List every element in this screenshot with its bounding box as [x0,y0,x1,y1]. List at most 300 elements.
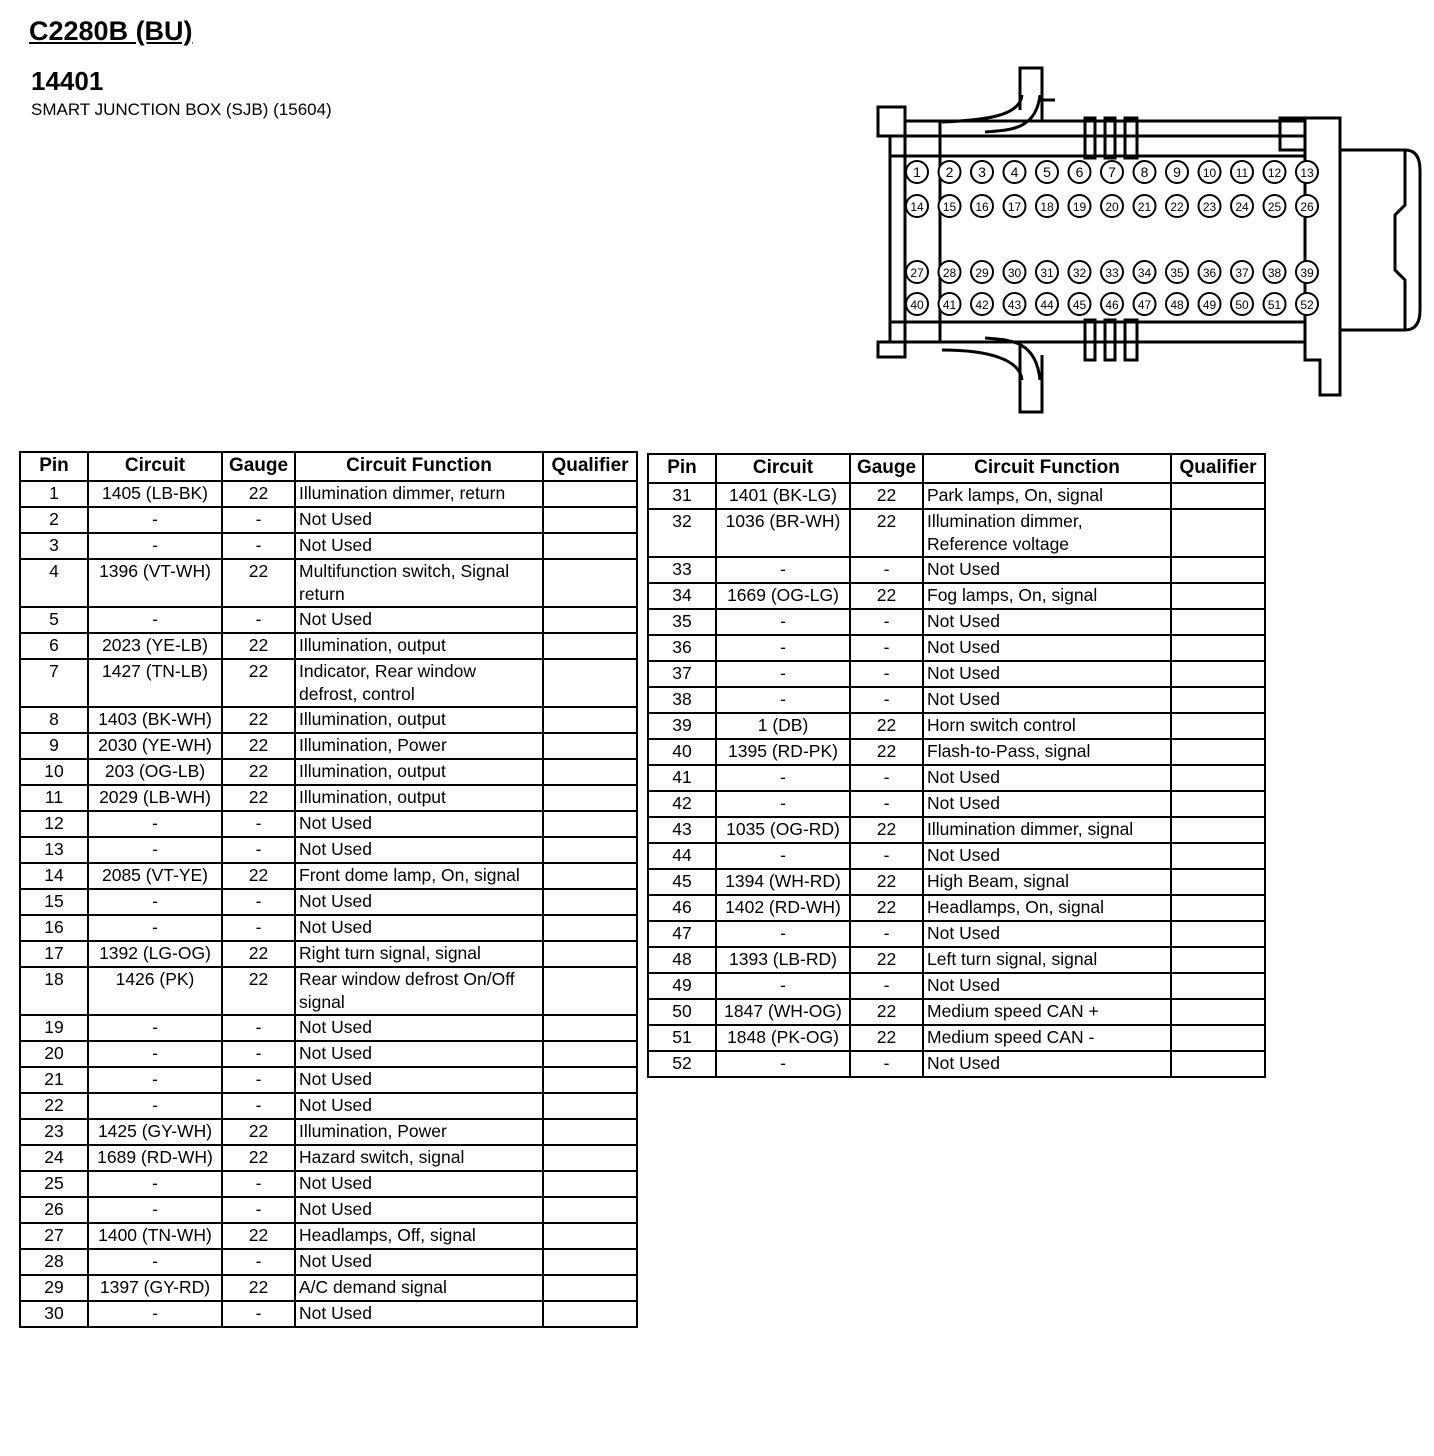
qualifier-cell [543,633,637,659]
pin-cell: 16 [20,915,88,941]
qualifier-cell [543,507,637,533]
gauge-cell: 22 [222,1145,295,1171]
qualifier-cell [543,941,637,967]
circuit-function-cell: Park lamps, On, signal [923,483,1171,509]
circuit-function-cell: Not Used [295,533,543,559]
circuit-cell: - [716,973,850,999]
pin-number-label: 15 [942,200,957,214]
qualifier-cell [543,707,637,733]
table-row [648,483,1265,509]
qualifier-cell [1171,483,1265,509]
header-circuit: Circuit [716,454,850,483]
gauge-cell: - [222,507,295,533]
gauge-cell: - [222,607,295,633]
pin-number-label: 37 [1235,266,1249,280]
table-row [648,869,1265,895]
circuit-cell: - [716,557,850,583]
gauge-cell: 22 [850,999,923,1025]
table-row [648,557,1265,583]
qualifier-cell [543,559,637,607]
gauge-cell: 22 [850,1025,923,1051]
circuit-cell: - [716,921,850,947]
circuit-cell: - [716,765,850,791]
circuit-cell: 1669 (OG-LG) [716,583,850,609]
component-name: SMART JUNCTION BOX (SJB) (15604) [31,100,332,119]
circuit-cell: - [88,1197,222,1223]
circuit-function-cell: Fog lamps, On, signal [923,583,1171,609]
circuit-cell: 2029 (LB-WH) [88,785,222,811]
circuit-cell: 1847 (WH-OG) [716,999,850,1025]
table-row [20,1041,637,1067]
pin-cell: 1 [20,481,88,507]
qualifier-cell [1171,895,1265,921]
pin-cell: 49 [648,973,716,999]
qualifier-cell [1171,739,1265,765]
gauge-cell: - [850,687,923,713]
pin-number-label: 30 [1007,266,1022,280]
qualifier-cell [543,1223,637,1249]
gauge-cell: - [222,811,295,837]
pin-number-label: 47 [1137,298,1152,312]
pin-cell: 21 [20,1067,88,1093]
pin-cell: 15 [20,889,88,915]
qualifier-cell [543,659,637,707]
circuit-cell: - [88,1249,222,1275]
qualifier-cell [1171,973,1265,999]
pin-cell: 27 [20,1223,88,1249]
header-pin: Pin [648,454,716,483]
circuit-cell: 2030 (YE-WH) [88,733,222,759]
gauge-cell: - [850,843,923,869]
circuit-function-cell: Illumination dimmer, signal [923,817,1171,843]
table-row [648,687,1265,713]
pin-number-label: 50 [1235,298,1249,312]
header-circuit-function: Circuit Function [923,454,1171,483]
qualifier-cell [543,1119,637,1145]
gauge-cell: - [222,1015,295,1041]
table-row [648,1051,1265,1077]
circuit-function-cell: Not Used [923,765,1171,791]
pin-number-label: 22 [1170,200,1184,214]
pin-number-label: 36 [1202,266,1217,280]
gauge-cell: 22 [850,869,923,895]
pin-number-label: 26 [1300,200,1314,214]
table-row [20,1093,637,1119]
pin-cell: 25 [20,1171,88,1197]
header-circuit-function: Circuit Function [295,452,543,481]
pin-cell: 50 [648,999,716,1025]
circuit-function-cell: Not Used [923,661,1171,687]
circuit-cell: - [88,1015,222,1041]
pin-cell: 51 [648,1025,716,1051]
gauge-cell: - [850,557,923,583]
pin-cell: 43 [648,817,716,843]
circuit-function-cell: Medium speed CAN + [923,999,1171,1025]
gauge-cell: - [850,765,923,791]
table-row [20,507,637,533]
pin-number-label: 43 [1007,298,1022,312]
pin-number-label: 29 [975,266,989,280]
table-row [20,559,637,607]
gauge-cell: 22 [850,895,923,921]
qualifier-cell [543,1093,637,1119]
table-row [648,1025,1265,1051]
qualifier-cell [1171,635,1265,661]
pin-cell: 33 [648,557,716,583]
table-row [20,633,637,659]
gauge-cell: - [222,1171,295,1197]
qualifier-cell [1171,583,1265,609]
pin-number-label: 21 [1137,200,1152,214]
header-gauge: Gauge [850,454,923,483]
pin-number-label: 2 [945,164,954,180]
pin-cell: 24 [20,1145,88,1171]
table-row [648,713,1265,739]
circuit-function-cell: A/C demand signal [295,1275,543,1301]
qualifier-cell [1171,869,1265,895]
circuit-cell: - [88,1067,222,1093]
table-row [648,973,1265,999]
circuit-cell: 1426 (PK) [88,967,222,1015]
pin-cell: 37 [648,661,716,687]
circuit-cell: 1393 (LB-RD) [716,947,850,973]
qualifier-cell [1171,817,1265,843]
circuit-function-cell: Illumination, Power [295,1119,543,1145]
table-row [648,895,1265,921]
circuit-function-cell: Not Used [923,609,1171,635]
pin-cell: 9 [20,733,88,759]
pin-table-left [19,451,638,1328]
gauge-cell: 22 [222,559,295,607]
circuit-function-cell: Not Used [295,1197,543,1223]
table-row [20,659,637,707]
pin-cell: 22 [20,1093,88,1119]
pin-cell: 14 [20,863,88,889]
pin-number-label: 14 [910,200,924,214]
pin-cell: 52 [648,1051,716,1077]
table-row [20,1301,637,1327]
table-row [20,1145,637,1171]
circuit-function-cell: Not Used [295,915,543,941]
qualifier-cell [1171,999,1265,1025]
pin-cell: 11 [20,785,88,811]
connector-id: C2280B (BU) [29,16,193,46]
pin-number-label: 40 [910,298,924,312]
table-row [648,947,1265,973]
header-gauge: Gauge [222,452,295,481]
table-header-row [648,454,1265,483]
qualifier-cell [1171,509,1265,557]
circuit-function-cell: Not Used [923,635,1171,661]
qualifier-cell [543,1301,637,1327]
circuit-function-cell: Not Used [295,1093,543,1119]
qualifier-cell [543,533,637,559]
part-number: 14401 [31,66,104,96]
qualifier-cell [543,1041,637,1067]
circuit-cell: - [88,915,222,941]
table-row [20,837,637,863]
circuit-function-cell: Not Used [295,1067,543,1093]
pin-number-label: 49 [1202,298,1217,312]
qualifier-cell [543,733,637,759]
pin-number-label: 5 [1043,164,1051,180]
circuit-function-cell: Illumination, output [295,707,543,733]
qualifier-cell [1171,921,1265,947]
pin-number-label: 31 [1040,266,1054,280]
qualifier-cell [1171,843,1265,869]
pin-number-label: 8 [1140,164,1149,180]
pin-cell: 18 [20,967,88,1015]
gauge-cell: - [850,661,923,687]
table-row [648,817,1265,843]
table-row [648,999,1265,1025]
circuit-function-cell: Flash-to-Pass, signal [923,739,1171,765]
qualifier-cell [543,481,637,507]
gauge-cell: - [850,973,923,999]
circuit-cell: - [716,635,850,661]
table-row [648,509,1265,557]
pin-number-label: 16 [975,200,989,214]
qualifier-cell [1171,791,1265,817]
circuit-cell: 1035 (OG-RD) [716,817,850,843]
table-row [20,759,637,785]
header-circuit: Circuit [88,452,222,481]
table-row [648,791,1265,817]
pin-cell: 31 [648,483,716,509]
circuit-cell: - [88,1301,222,1327]
circuit-function-cell: High Beam, signal [923,869,1171,895]
circuit-function-cell: Illumination, output [295,633,543,659]
circuit-function-cell: Not Used [295,1301,543,1327]
pin-number-label: 33 [1105,266,1119,280]
circuit-cell: 1036 (BR-WH) [716,509,850,557]
pin-cell: 45 [648,869,716,895]
qualifier-cell [543,889,637,915]
gauge-cell: - [850,791,923,817]
pin-cell: 6 [20,633,88,659]
pin-number-label: 45 [1072,298,1087,312]
qualifier-cell [543,863,637,889]
pin-number-label: 12 [1267,166,1282,180]
table-row [20,481,637,507]
circuit-function-cell: Not Used [295,1171,543,1197]
pin-cell: 47 [648,921,716,947]
pin-number-label: 35 [1170,266,1184,280]
qualifier-cell [543,837,637,863]
circuit-cell: 1400 (TN-WH) [88,1223,222,1249]
table-row [20,607,637,633]
circuit-cell: - [88,1041,222,1067]
gauge-cell: 22 [850,947,923,973]
pin-number-label: 4 [1010,164,1019,180]
gauge-cell: 22 [222,707,295,733]
circuit-cell: 1 (DB) [716,713,850,739]
pin-number-label: 39 [1300,266,1314,280]
qualifier-cell [543,759,637,785]
pin-cell: 34 [648,583,716,609]
qualifier-cell [543,1067,637,1093]
gauge-cell: 22 [850,583,923,609]
pin-cell: 5 [20,607,88,633]
pin-number-label: 3 [978,164,986,180]
table-row [20,1197,637,1223]
circuit-function-cell: Not Used [295,1249,543,1275]
circuit-function-cell: Not Used [295,1015,543,1041]
circuit-cell: - [716,661,850,687]
circuit-function-cell: Not Used [295,811,543,837]
pin-cell: 39 [648,713,716,739]
pin-cell: 19 [20,1015,88,1041]
circuit-cell: - [88,811,222,837]
gauge-cell: - [850,1051,923,1077]
circuit-cell: 1403 (BK-WH) [88,707,222,733]
circuit-cell: 1396 (VT-WH) [88,559,222,607]
circuit-function-cell: Medium speed CAN - [923,1025,1171,1051]
circuit-function-cell: Not Used [923,843,1171,869]
circuit-cell: 1405 (LB-BK) [88,481,222,507]
circuit-function-cell: Headlamps, On, signal [923,895,1171,921]
pin-number-label: 13 [1300,166,1314,180]
pin-number-label: 25 [1267,200,1282,214]
pin-cell: 30 [20,1301,88,1327]
pin-number-label: 38 [1267,266,1282,280]
circuit-function-cell: Not Used [295,837,543,863]
table-row [648,661,1265,687]
circuit-function-cell: Right turn signal, signal [295,941,543,967]
pin-number-label: 42 [975,298,989,312]
gauge-cell: 22 [222,967,295,1015]
header-qualifier: Qualifier [1171,454,1265,483]
pin-table-right [647,453,1266,1078]
pin-cell: 23 [20,1119,88,1145]
gauge-cell: - [850,921,923,947]
table-row [20,941,637,967]
table-row [20,1171,637,1197]
circuit-function-cell: Not Used [923,557,1171,583]
circuit-cell: 1397 (GY-RD) [88,1275,222,1301]
circuit-function-cell: Not Used [295,507,543,533]
gauge-cell: - [850,609,923,635]
circuit-cell: 1425 (GY-WH) [88,1119,222,1145]
gauge-cell: 22 [222,1119,295,1145]
table-row [648,635,1265,661]
circuit-function-cell: Illumination, output [295,785,543,811]
circuit-cell: - [716,1051,850,1077]
gauge-cell: 22 [850,713,923,739]
table-row [20,811,637,837]
circuit-function-cell: Not Used [295,1041,543,1067]
table-header-row [20,452,637,481]
circuit-function-cell: Front dome lamp, On, signal [295,863,543,889]
pin-number-label: 34 [1137,266,1152,280]
gauge-cell: 22 [222,733,295,759]
pin-number-label: 6 [1075,164,1084,180]
table-row [648,843,1265,869]
table-row [20,1275,637,1301]
pin-cell: 4 [20,559,88,607]
circuit-cell: - [88,1093,222,1119]
pin-cell: 38 [648,687,716,713]
pin-cell: 17 [20,941,88,967]
table-row [20,915,637,941]
qualifier-cell [543,1275,637,1301]
circuit-function-cell: Rear window defrost On/Off signal [295,967,543,1015]
gauge-cell: 22 [222,1223,295,1249]
gauge-cell: - [222,1301,295,1327]
table-row [20,863,637,889]
circuit-function-cell: Not Used [923,973,1171,999]
circuit-cell: 1392 (LG-OG) [88,941,222,967]
qualifier-cell [1171,713,1265,739]
table-row [20,733,637,759]
circuit-cell: - [716,609,850,635]
pin-cell: 8 [20,707,88,733]
circuit-cell: 1402 (RD-WH) [716,895,850,921]
circuit-cell: 1689 (RD-WH) [88,1145,222,1171]
circuit-function-cell: Not Used [923,791,1171,817]
connector-face-diagram [870,60,1430,420]
circuit-cell: 1848 (PK-OG) [716,1025,850,1051]
circuit-cell: 1427 (TN-LB) [88,659,222,707]
table-row [648,921,1265,947]
circuit-cell: 2085 (VT-YE) [88,863,222,889]
circuit-cell: - [716,843,850,869]
gauge-cell: 22 [850,739,923,765]
pin-number-label: 11 [1235,166,1249,180]
pin-number-label: 9 [1173,164,1181,180]
table-row [20,889,637,915]
qualifier-cell [543,785,637,811]
gauge-cell: - [850,635,923,661]
qualifier-cell [543,1171,637,1197]
circuit-function-cell: Hazard switch, signal [295,1145,543,1171]
qualifier-cell [543,1249,637,1275]
qualifier-cell [543,967,637,1015]
pin-cell: 29 [20,1275,88,1301]
pin-number-label: 17 [1007,200,1022,214]
pin-cell: 36 [648,635,716,661]
gauge-cell: 22 [222,863,295,889]
pin-cell: 46 [648,895,716,921]
table-row [20,967,637,1015]
pin-cell: 2 [20,507,88,533]
table-row [648,765,1265,791]
pin-number-label: 23 [1202,200,1217,214]
pin-cell: 48 [648,947,716,973]
table-row [20,785,637,811]
gauge-cell: 22 [222,759,295,785]
circuit-function-cell: Not Used [295,607,543,633]
circuit-cell: - [88,607,222,633]
qualifier-cell [543,1145,637,1171]
circuit-function-cell: Not Used [923,921,1171,947]
pin-number-label: 10 [1202,166,1217,180]
gauge-cell: - [222,915,295,941]
table-row [648,583,1265,609]
circuit-cell: 1401 (BK-LG) [716,483,850,509]
gauge-cell: 22 [222,1275,295,1301]
qualifier-cell [1171,947,1265,973]
pin-number-label: 46 [1105,298,1119,312]
pin-number-label: 18 [1040,200,1054,214]
pin-number-label: 19 [1072,200,1087,214]
circuit-function-cell: Illumination dimmer, Reference voltage [923,509,1171,557]
gauge-cell: 22 [222,659,295,707]
table-row [20,1015,637,1041]
gauge-cell: - [222,889,295,915]
qualifier-cell [543,1197,637,1223]
circuit-function-cell: Horn switch control [923,713,1171,739]
